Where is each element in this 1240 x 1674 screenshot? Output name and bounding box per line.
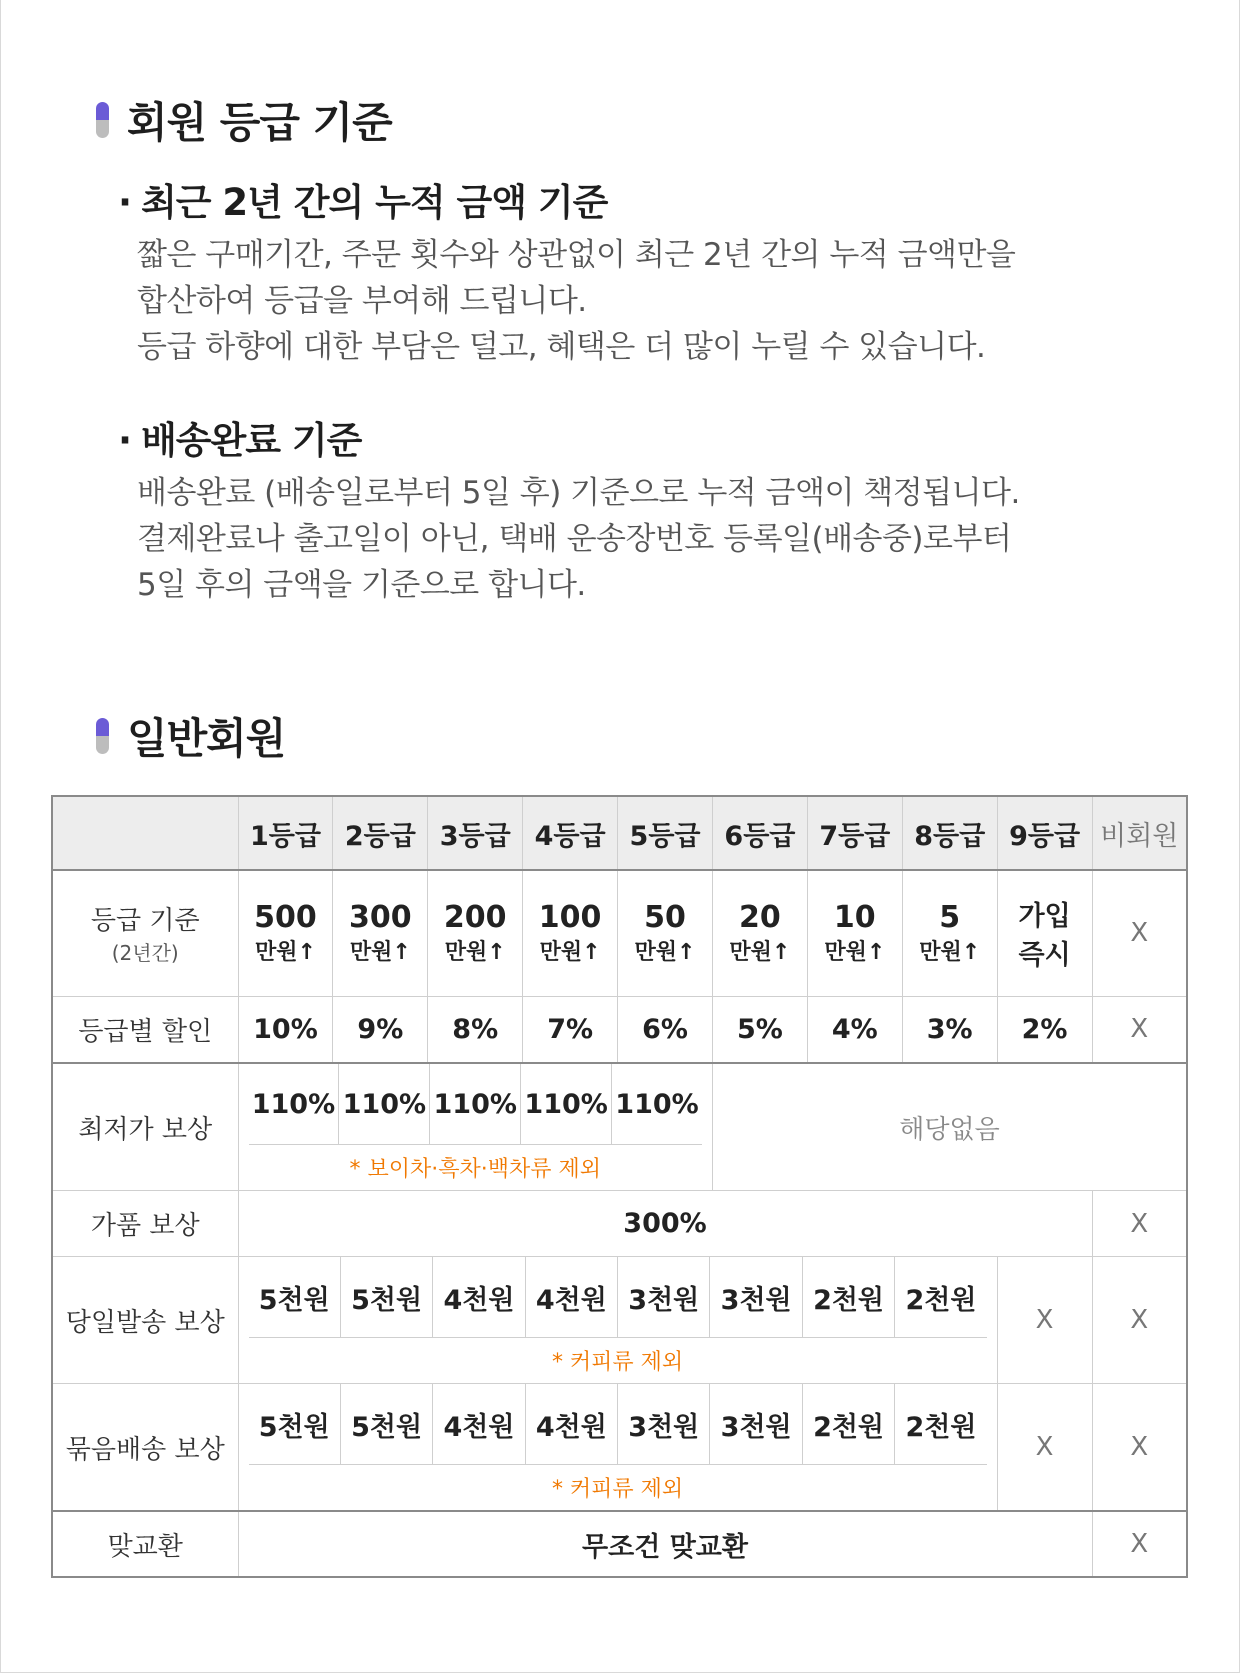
row-label: 최저가 보상 <box>52 1063 238 1191</box>
criteria-cell <box>238 870 333 996</box>
criteria-cell <box>807 870 902 996</box>
same-day-cell: 3천원 <box>710 1257 802 1337</box>
lowest-price-cell: 110% <box>521 1064 612 1144</box>
discount-cell: 6% <box>618 996 713 1063</box>
lowest-price-na: 해당없음 <box>712 1063 1187 1191</box>
header-grade-9: 9등급 <box>997 796 1092 870</box>
discount-cell: 5% <box>712 996 807 1063</box>
exchange-value: 무조건 맞교환 <box>238 1511 1092 1577</box>
header-grade-6: 6등급 <box>712 796 807 870</box>
criteria-unit: 만원↑ <box>729 940 791 966</box>
same-day-cell: 4천원 <box>433 1257 525 1337</box>
header-grade-5: 5등급 <box>618 796 713 870</box>
subheading-accumulated <box>118 172 607 226</box>
same-day-cell: 2천원 <box>905 1284 977 1316</box>
header-nonmember: 비회원 <box>1092 796 1187 870</box>
bundle-cell: 2천원 <box>905 1411 977 1443</box>
criteria-amount: 5 <box>939 900 961 936</box>
same-day-cell: 5천원 <box>341 1257 433 1337</box>
same-day-cell: 2천원 <box>803 1257 895 1337</box>
bundle-cell: 2천원 <box>803 1384 895 1464</box>
row-label: 가품 보상 <box>52 1191 238 1257</box>
row-label: 맞교환 <box>52 1511 238 1577</box>
lowest-price-cell: 110% <box>249 1064 340 1144</box>
bundle-note: * 커피류 제외 <box>551 1477 684 1502</box>
criteria-cell <box>712 870 807 996</box>
table-header-row <box>52 796 1187 870</box>
discount-cell: 7% <box>523 996 618 1063</box>
row-label: 당일발송 보상 <box>52 1257 238 1384</box>
criteria-unit: 만원↑ <box>539 940 601 966</box>
subheading-text: 배송완료 기준 <box>141 419 362 462</box>
criteria-amount: 300 <box>349 900 412 936</box>
header-grade-3: 3등급 <box>428 796 523 870</box>
paragraph-line: 짧은 구매기간, 주문 횟수와 상관없이 최근 2년 간의 누적 금액만을 <box>137 237 1016 273</box>
table-row-same-day <box>52 1257 1187 1384</box>
bullet-dot-icon: · <box>118 419 132 462</box>
same-day-cell: 4천원 <box>526 1257 618 1337</box>
header-empty <box>52 796 238 870</box>
table-row-discount <box>52 996 1187 1063</box>
bundle-nonmember: X <box>1092 1384 1187 1512</box>
bundle-grade9: X <box>997 1384 1092 1512</box>
paragraph-line: 결제완료나 출고일이 아닌, 택배 운송장번호 등록일(배송중)로부터 <box>137 521 1012 557</box>
same-day-values <box>238 1257 997 1384</box>
paragraph-line: 등급 하향에 대한 부담은 덜고, 혜택은 더 많이 누릴 수 있습니다. <box>137 329 986 365</box>
section-title-grade-criteria <box>96 90 392 150</box>
row-label-text: 등급 기준 <box>90 906 200 937</box>
bullet-dot-icon: · <box>118 181 132 224</box>
discount-cell: 10% <box>238 996 333 1063</box>
lowest-price-cell: 110% <box>430 1064 521 1144</box>
bullet-pill-icon <box>96 102 109 138</box>
bundle-cell: 5천원 <box>249 1384 341 1464</box>
row-label <box>52 870 238 996</box>
section-title-text: 회원 등급 기준 <box>127 98 392 147</box>
exchange-nonmember: X <box>1092 1511 1187 1577</box>
criteria-unit: 즉시 <box>1018 940 1071 972</box>
paragraph-line: 5일 후의 금액을 기준으로 합니다. <box>137 567 586 603</box>
criteria-cell <box>997 870 1092 996</box>
criteria-unit: 만원↑ <box>254 940 316 966</box>
grade-table <box>51 795 1188 1578</box>
criteria-cell <box>428 870 523 996</box>
bundle-values <box>238 1384 997 1512</box>
criteria-amount: 50 <box>644 900 686 936</box>
bundle-cell: 3천원 <box>618 1384 710 1464</box>
row-label: 묶음배송 보상 <box>52 1384 238 1512</box>
criteria-amount: 200 <box>443 900 507 936</box>
header-grade-7: 7등급 <box>807 796 902 870</box>
same-day-cell: 3천원 <box>618 1257 710 1337</box>
criteria-amount: 10 <box>833 900 876 936</box>
subheading-text: 최근 2년 간의 누적 금액 기준 <box>141 181 608 224</box>
section-title-text: 일반회원 <box>127 714 286 763</box>
row-label-sub: (2년간) <box>111 941 179 966</box>
paragraph-line: 배송완료 (배송일로부터 5일 후) 기준으로 누적 금액이 책정됩니다. <box>137 475 1020 511</box>
lowest-price-cell: 110% <box>339 1064 430 1144</box>
criteria-cell <box>523 870 618 996</box>
fake-nonmember: X <box>1092 1191 1187 1257</box>
header-grade-1: 1등급 <box>238 796 333 870</box>
discount-cell: 9% <box>333 996 428 1063</box>
criteria-unit: 만원↑ <box>824 940 886 966</box>
paragraph-accumulated <box>137 232 1015 370</box>
criteria-amount: 20 <box>739 900 781 936</box>
discount-cell: 4% <box>807 996 902 1063</box>
lowest-price-values <box>238 1063 712 1191</box>
row-label: 등급별 할인 <box>52 996 238 1063</box>
criteria-unit: 만원↑ <box>349 940 411 966</box>
criteria-amount: 가입 <box>1018 901 1071 933</box>
lowest-price-note: * 보이차·흑차·백차류 제외 <box>349 1157 601 1182</box>
header-grade-8: 8등급 <box>902 796 997 870</box>
bundle-cell: 5천원 <box>341 1384 433 1464</box>
same-day-cell: 5천원 <box>249 1257 341 1337</box>
subheading-delivery <box>118 410 361 464</box>
table-row-bundle <box>52 1384 1187 1512</box>
criteria-unit: 만원↑ <box>919 940 981 966</box>
criteria-cell <box>333 870 428 996</box>
bundle-cell: 4천원 <box>526 1384 618 1464</box>
criteria-unit: 만원↑ <box>634 940 696 966</box>
criteria-cell <box>902 870 997 996</box>
bundle-cell: 4천원 <box>433 1384 525 1464</box>
table-row-exchange <box>52 1511 1187 1577</box>
table-row-criteria <box>52 870 1187 996</box>
fake-value: 300% <box>238 1191 1092 1257</box>
bullet-pill-icon <box>96 718 109 754</box>
criteria-unit: 만원↑ <box>444 940 506 966</box>
criteria-nonmember: X <box>1092 870 1187 996</box>
lowest-price-cell: 110% <box>615 1088 699 1120</box>
discount-cell: 3% <box>902 996 997 1063</box>
same-day-nonmember: X <box>1092 1257 1187 1384</box>
same-day-note: * 커피류 제외 <box>551 1350 684 1375</box>
paragraph-line: 합산하여 등급을 부여해 드립니다. <box>137 283 587 319</box>
header-grade-4: 4등급 <box>523 796 618 870</box>
discount-cell: 2% <box>997 996 1092 1063</box>
paragraph-delivery <box>137 470 1020 608</box>
discount-nonmember: X <box>1092 996 1187 1063</box>
criteria-cell <box>618 870 713 996</box>
criteria-amount: 100 <box>538 900 602 936</box>
criteria-amount: 500 <box>254 900 317 936</box>
same-day-grade9: X <box>997 1257 1092 1384</box>
header-grade-2: 2등급 <box>333 796 428 870</box>
table-row-fake <box>52 1191 1187 1257</box>
section-title-general-member <box>96 706 285 766</box>
table-row-lowest-price <box>52 1063 1187 1191</box>
bundle-cell: 3천원 <box>710 1384 802 1464</box>
discount-cell: 8% <box>428 996 523 1063</box>
